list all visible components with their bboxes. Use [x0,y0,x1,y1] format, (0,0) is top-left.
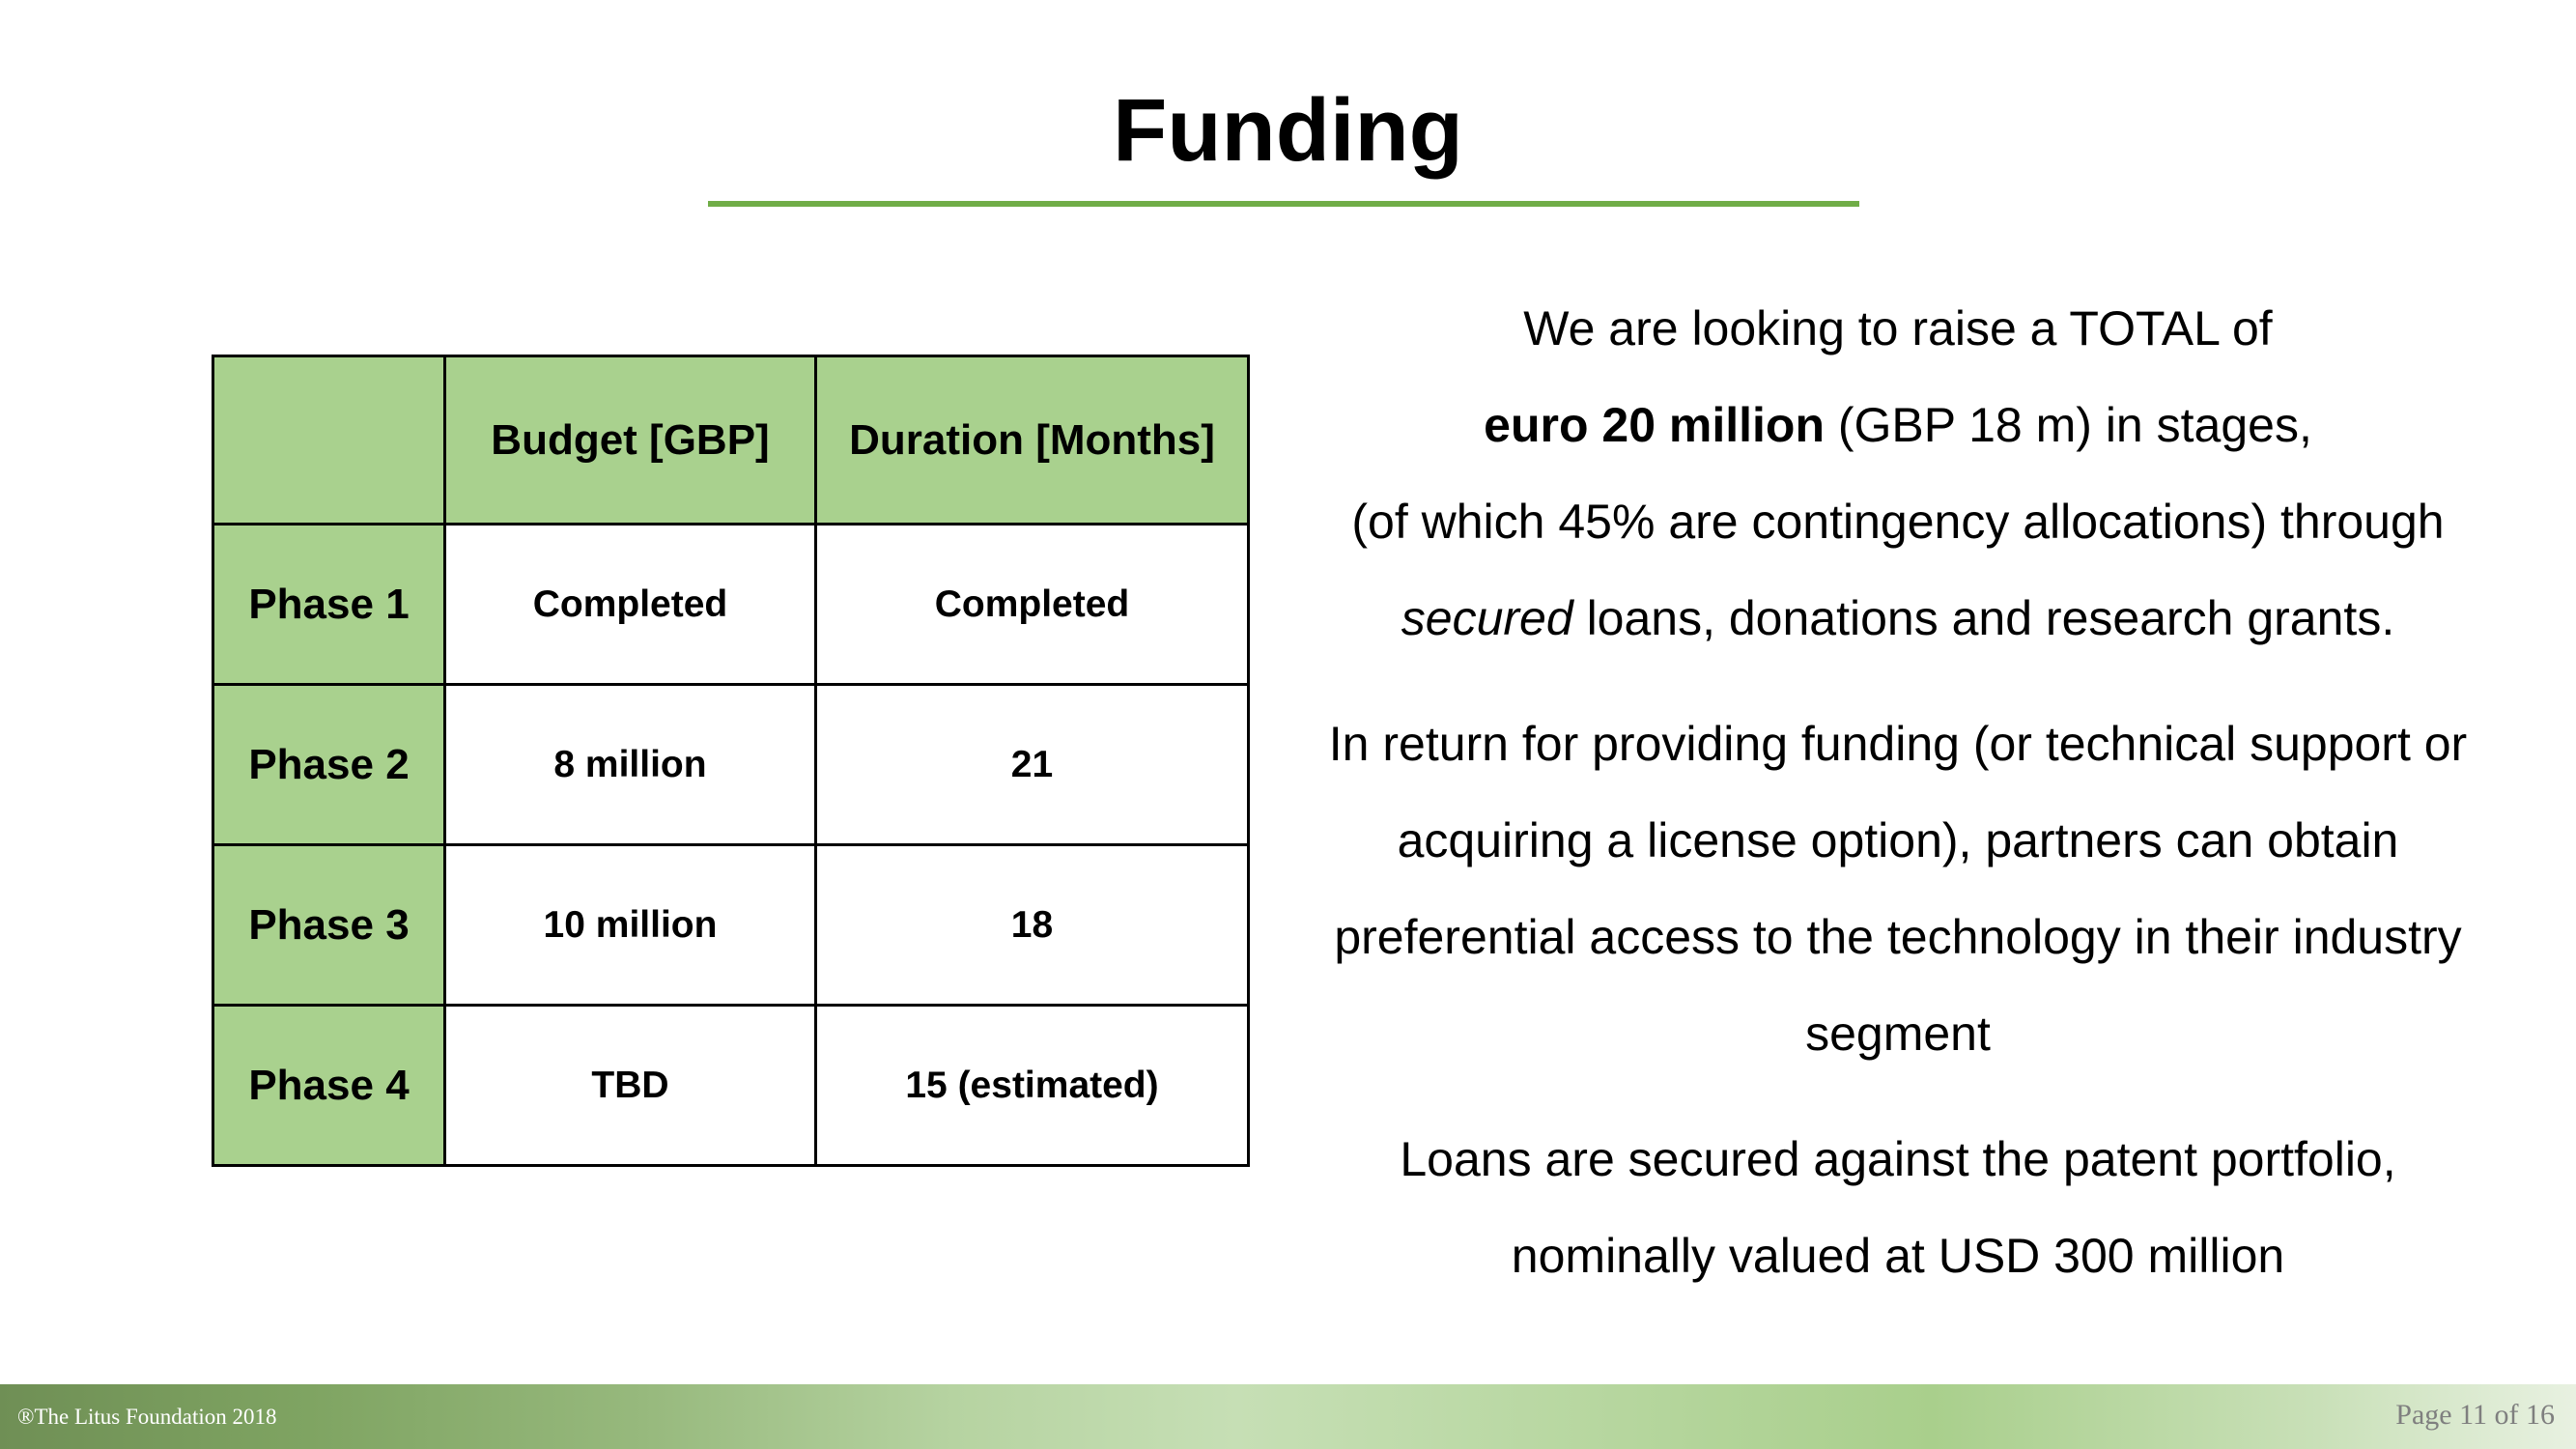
secured-word: secured [1401,591,1573,645]
funding-table [212,355,1250,1167]
fundraising-paragraph [1309,280,2487,667]
duration-cell: Completed [816,525,1249,685]
phase-label: Phase 3 [213,845,445,1006]
duration-cell: 15 (estimated) [816,1006,1249,1166]
phase-label: Phase 4 [213,1006,445,1166]
fundraising-line-2-rest: (GBP 18 m) in stages, [1825,398,2312,452]
copyright-text: ®The Litus Foundation 2018 [17,1405,277,1429]
table-header-row [213,356,1249,525]
budget-cell: Completed [445,525,816,685]
table-row [213,845,1249,1006]
duration-cell: 18 [816,845,1249,1006]
phase-label: Phase 1 [213,525,445,685]
slide-title: Funding [1113,81,1463,180]
table-row [213,1006,1249,1166]
table-row [213,685,1249,845]
footer-bar [0,1384,2576,1449]
duration-cell: 21 [816,685,1249,845]
fundraising-line-4-rest: loans, donations and research grants. [1572,591,2395,645]
page-number: Page 11 of 16 [2395,1399,2555,1431]
header-duration: Duration [Months] [816,356,1249,525]
budget-cell: 8 million [445,685,816,845]
table-row [213,525,1249,685]
partners-paragraph: In return for providing funding (or technical support or acquiring a license option), partners can obtain preferential access to the technology in their industry segment [1328,717,2468,1061]
header-budget: Budget [GBP] [445,356,816,525]
budget-cell: TBD [445,1006,816,1166]
header-corner-cell [213,356,445,525]
budget-cell: 10 million [445,845,816,1006]
phase-label: Phase 2 [213,685,445,845]
fundraising-line-1: We are looking to raise a TOTAL of [1523,301,2273,355]
title-underline [708,201,1859,207]
fundraising-line-3: (of which 45% are contingency allocations) through [1351,495,2445,549]
funding-description [1309,280,2487,1304]
total-amount: euro 20 million [1484,398,1825,452]
loans-paragraph: Loans are secured against the patent portfolio, nominally valued at USD 300 million [1400,1132,2396,1283]
